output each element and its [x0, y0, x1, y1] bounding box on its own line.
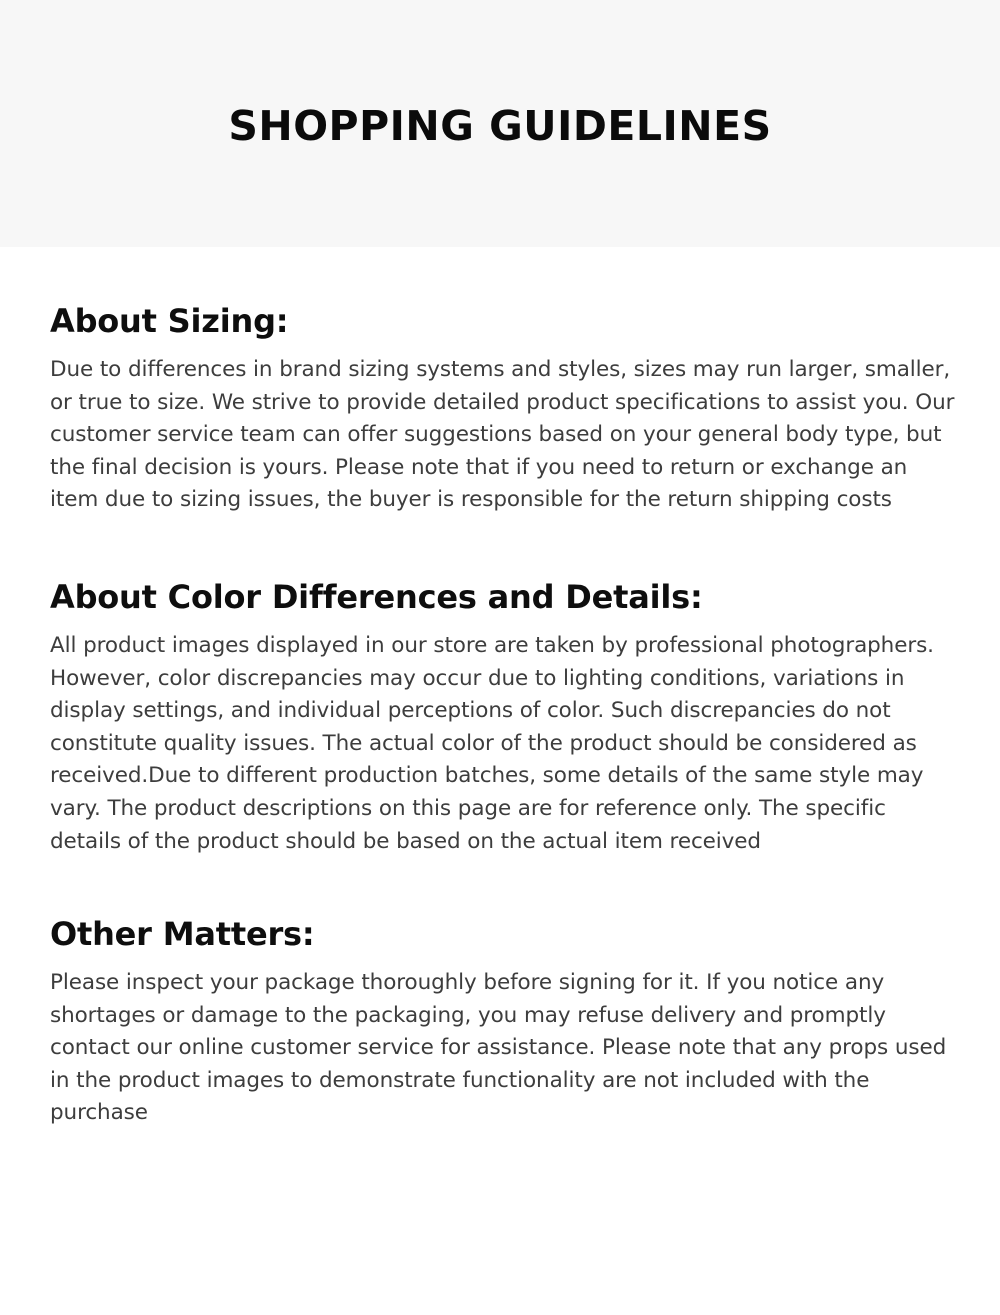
section-color-differences [50, 576, 960, 858]
section-other-matters [50, 913, 960, 1130]
header-band [0, 0, 1000, 247]
page-title: SHOPPING GUIDELINES [228, 102, 772, 150]
section-about-sizing [50, 300, 960, 517]
section-heading: Other Matters: [50, 915, 315, 953]
section-body: All product images displayed in our store are taken by professional photographers. However, color discrepancies may occur due to lighting conditions, variations in display settings, and individual perceptions of color. Such discrepancies do not constitute quality issues. The actual color of the product should be considered as received.Due to different production batches, some details of the same style may vary. The product descriptions on this page are for reference only. The specific details of the product should be based on the actual item received [50, 633, 934, 854]
section-heading: About Sizing: [50, 302, 289, 340]
section-heading: About Color Differences and Details: [50, 578, 703, 616]
section-body: Due to differences in brand sizing systems and styles, sizes may run larger, smaller, or true to size. We strive to provide detailed product specifications to assist you. Our customer service team can offer suggestions based on your general body type, but the final decision is yours. Please note that if you need to return or exchange an item due to sizing issues, the buyer is responsible for the return shipping costs [50, 357, 955, 513]
section-body: Please inspect your package thoroughly before signing for it. If you notice any shortages or damage to the packaging, you may refuse delivery and promptly contact our online customer service for assistance. Please note that any props used in the product images to demonstrate functionality are not included with the purchase [50, 970, 947, 1126]
